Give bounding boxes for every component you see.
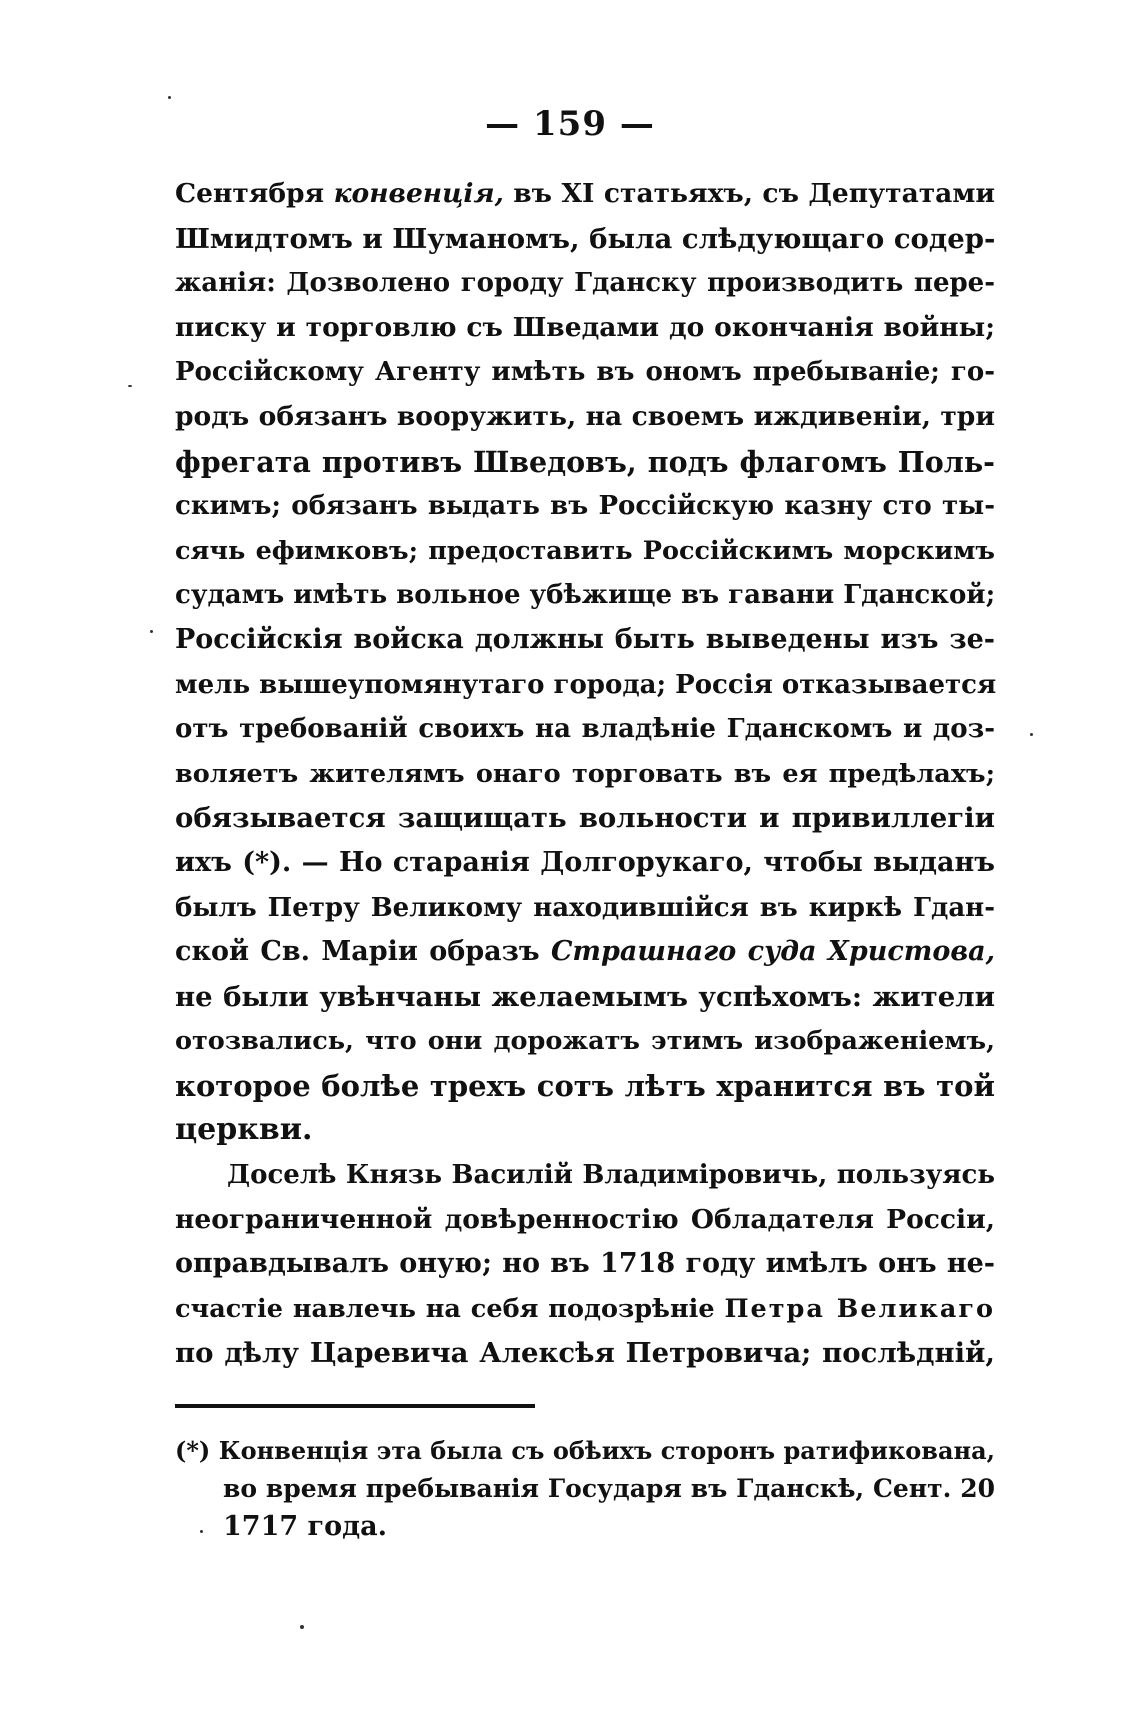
- text-line: Россійскому Агенту имѣть въ ономъ пребываніе; го-: [175, 357, 995, 388]
- text-line: сячь ефимковъ; предоставить Россійскимъ морскимъ: [175, 535, 995, 566]
- page-number: — 159 —: [485, 104, 655, 144]
- text-line: фрегата противъ Шведовъ, подъ флагомъ Поль-: [175, 444, 995, 479]
- footnote-line: 1717 года.: [223, 1511, 387, 1542]
- footnote-line: во время пребыванія Государя въ Гданскѣ, Сент. 20: [223, 1474, 995, 1503]
- text-line: ской Св. Маріи образъ Страшнаго суда Христова,: [175, 936, 995, 968]
- text-line: писку и торговлю съ Шведами до окончанія войны;: [175, 311, 995, 343]
- text-line: счастіе навлечь на себя подозрѣніе Петра Великаго: [175, 1293, 996, 1324]
- footnote-divider: [175, 1404, 535, 1408]
- main-text: [175, 172, 995, 1376]
- text-line: воляетъ жителямъ онаго торговать въ ея предѣлахъ;: [175, 758, 995, 789]
- footnote-line: (*) Конвенція эта была съ обѣихъ сторонъ ратификована,: [175, 1436, 995, 1465]
- text-line: которое болѣе трехъ сотъ лѣтъ хранится въ той: [175, 1068, 995, 1103]
- print-speck: [300, 1625, 304, 1629]
- text-line: оправдывалъ оную; но въ 1718 году имѣлъ онъ не-: [175, 1248, 995, 1280]
- print-speck: [150, 630, 153, 633]
- paragraph-start-line: Доселѣ Князь Василій Владиміровичь, пользуясь: [227, 1160, 995, 1191]
- text-line: родъ обязанъ вооружить, на своемъ иждивеніи, три: [175, 400, 995, 432]
- print-speck: [1030, 733, 1033, 736]
- text-line: церкви.: [175, 1112, 313, 1148]
- print-speck: [128, 385, 132, 387]
- text-line: не были увѣнчаны желаемымъ успѣхомъ: жители: [175, 980, 995, 1013]
- italic-term: конвенція,: [333, 178, 504, 209]
- footnote: [175, 1432, 995, 1546]
- small-caps-name: Петра Великаго: [724, 1293, 996, 1324]
- text-line: ихъ (*). — Но старанія Долгорукаго, чтобы выданъ: [175, 846, 995, 878]
- text-line: былъ Петру Великому находившійся въ киркѣ Гдан-: [175, 892, 995, 923]
- text-line: судамъ имѣть вольное убѣжище въ гавани Гданской;: [175, 580, 996, 611]
- print-speck: [200, 1530, 203, 1533]
- text-line: отозвались, что они дорожатъ этимъ изображеніемъ,: [175, 1026, 995, 1057]
- text-line: Россійскія войска должны быть выведены изъ зе-: [175, 623, 995, 655]
- text-line: по дѣлу Царевича Алексѣя Петровича; послѣдній,: [175, 1337, 995, 1370]
- text-line: неограниченной довѣренностію Обладателя Россіи,: [175, 1203, 995, 1235]
- italic-title: Страшнаго суда Христова,: [550, 936, 995, 968]
- text-line: жанія: Дозволено городу Гданску производить пере-: [175, 268, 995, 299]
- print-speck: [168, 96, 171, 99]
- text-line: Шмидтомъ и Шуманомъ, была слѣдующаго содер-: [175, 222, 996, 255]
- text-line: Сентября конвенція, въ XI статьяхъ, съ Депутатами: [175, 178, 995, 209]
- text-line: скимъ; обязанъ выдать въ Россійскую казну сто ты-: [175, 491, 995, 522]
- text-line: мель вышеупомянутаго города; Россія отказывается: [175, 669, 997, 700]
- text-line: отъ требованій своихъ на владѣніе Гданскомъ и доз-: [175, 714, 995, 745]
- text-line: обязывается защищать вольности и привиллегіи: [175, 802, 995, 835]
